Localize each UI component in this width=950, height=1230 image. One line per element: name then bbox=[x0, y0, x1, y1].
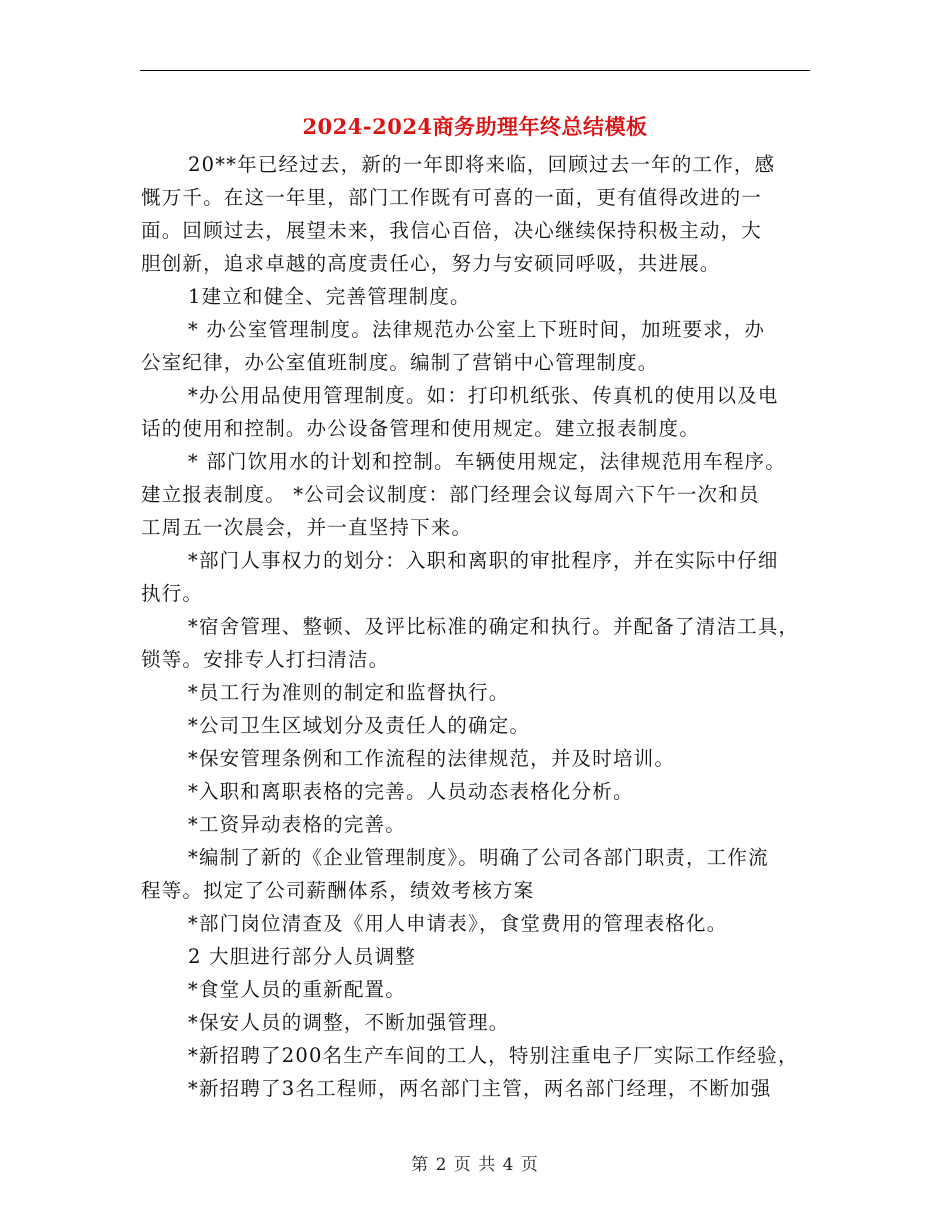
document-title: 2024-2024商务助理年终总结模板 bbox=[302, 114, 648, 139]
paragraph-line: *部门岗位清查及《用人申请表》，食堂费用的管理表格化。 bbox=[188, 912, 728, 935]
paragraph-line: 锁等。安排专人打扫清洁。 bbox=[141, 648, 390, 671]
paragraph bbox=[141, 280, 813, 313]
paragraph-line: 执行。 bbox=[141, 582, 204, 605]
paragraph bbox=[141, 544, 813, 610]
paragraph bbox=[141, 1006, 813, 1039]
paragraph bbox=[141, 313, 813, 379]
paragraph-line: 工周五一次晨会，并一直坚持下来。 bbox=[141, 516, 473, 539]
paragraph bbox=[141, 808, 813, 841]
paragraph bbox=[141, 973, 813, 1006]
paragraph-line: 程等。拟定了公司薪酬体系，绩效考核方案 bbox=[141, 879, 535, 902]
paragraph bbox=[141, 1072, 813, 1105]
paragraph-line: 话的使用和控制。办公设备管理和使用规定。建立报表制度。 bbox=[141, 417, 700, 440]
paragraph bbox=[141, 907, 813, 940]
paragraph bbox=[141, 676, 813, 709]
paragraph-line: *保安人员的调整，不断加强管理。 bbox=[188, 1011, 510, 1034]
paragraph-line: *编制了新的《企业管理制度》。明确了公司各部门职责，工作流 bbox=[188, 846, 769, 869]
paragraph-line: *新招聘了3名工程师，两名部门主管，两名部门经理，不断加强 bbox=[188, 1077, 772, 1100]
paragraph-line: *公司卫生区域划分及责任人的确定。 bbox=[188, 714, 531, 737]
paragraph bbox=[141, 775, 813, 808]
paragraph-line: 公室纪律，办公室值班制度。编制了营销中心管理制度。 bbox=[141, 351, 659, 374]
paragraph-line: 慨万千。在这一年里，部门工作既有可喜的一面，更有值得改进的一 bbox=[141, 186, 763, 209]
paragraph-line: *员工行为准则的制定和监督执行。 bbox=[188, 681, 510, 704]
paragraph-line: 2 大胆进行部分人员调整 bbox=[188, 945, 417, 968]
header-rule bbox=[140, 70, 810, 71]
paragraph bbox=[141, 742, 813, 775]
paragraph-line: *食堂人员的重新配置。 bbox=[188, 978, 406, 1001]
paragraph-line: *新招聘了200名生产车间的工人，特别注重电子厂实际工作经验， bbox=[188, 1044, 799, 1067]
document-body bbox=[141, 148, 813, 1105]
page-footer: 第 2 页 共 4 页 bbox=[411, 1155, 539, 1175]
paragraph bbox=[141, 610, 813, 676]
paragraph-line: *保安管理条例和工作流程的法律规范，并及时培训。 bbox=[188, 747, 676, 770]
paragraph-line: 20**年已经过去，新的一年即将来临，回顾过去一年的工作，感 bbox=[188, 153, 776, 176]
paragraph bbox=[141, 379, 813, 445]
paragraph bbox=[141, 1039, 813, 1072]
paragraph-line: *入职和离职表格的完善。人员动态表格化分析。 bbox=[188, 780, 634, 803]
paragraph bbox=[141, 940, 813, 973]
paragraph-line: *工资异动表格的完善。 bbox=[188, 813, 406, 836]
paragraph-line: 胆创新，追求卓越的高度责任心，努力与安硕同呼吸，共进展。 bbox=[141, 252, 721, 275]
paragraph-line: * 办公室管理制度。法律规范办公室上下班时间，加班要求，办 bbox=[188, 318, 766, 341]
paragraph-line: *宿舍管理、整顿、及评比标准的确定和执行。并配备了清洁工具， bbox=[188, 615, 800, 638]
paragraph bbox=[141, 445, 813, 544]
paragraph bbox=[141, 148, 813, 280]
paragraph-line: 1建立和健全、完善管理制度。 bbox=[188, 285, 471, 308]
paragraph-line: *办公用品使用管理制度。如：打印机纸张、传真机的使用以及电 bbox=[188, 384, 779, 407]
paragraph-line: 建立报表制度。 *公司会议制度：部门经理会议每周六下午一次和员 bbox=[141, 483, 760, 506]
paragraph-line: *部门人事权力的划分：入职和离职的审批程序，并在实际中仔细 bbox=[188, 549, 779, 572]
paragraph-line: * 部门饮用水的计划和控制。车辆使用规定，法律规范用车程序。 bbox=[188, 450, 786, 473]
paragraph bbox=[141, 709, 813, 742]
paragraph-line: 面。回顾过去，展望未来，我信心百倍，决心继续保持积极主动，大 bbox=[141, 219, 763, 242]
paragraph bbox=[141, 841, 813, 907]
